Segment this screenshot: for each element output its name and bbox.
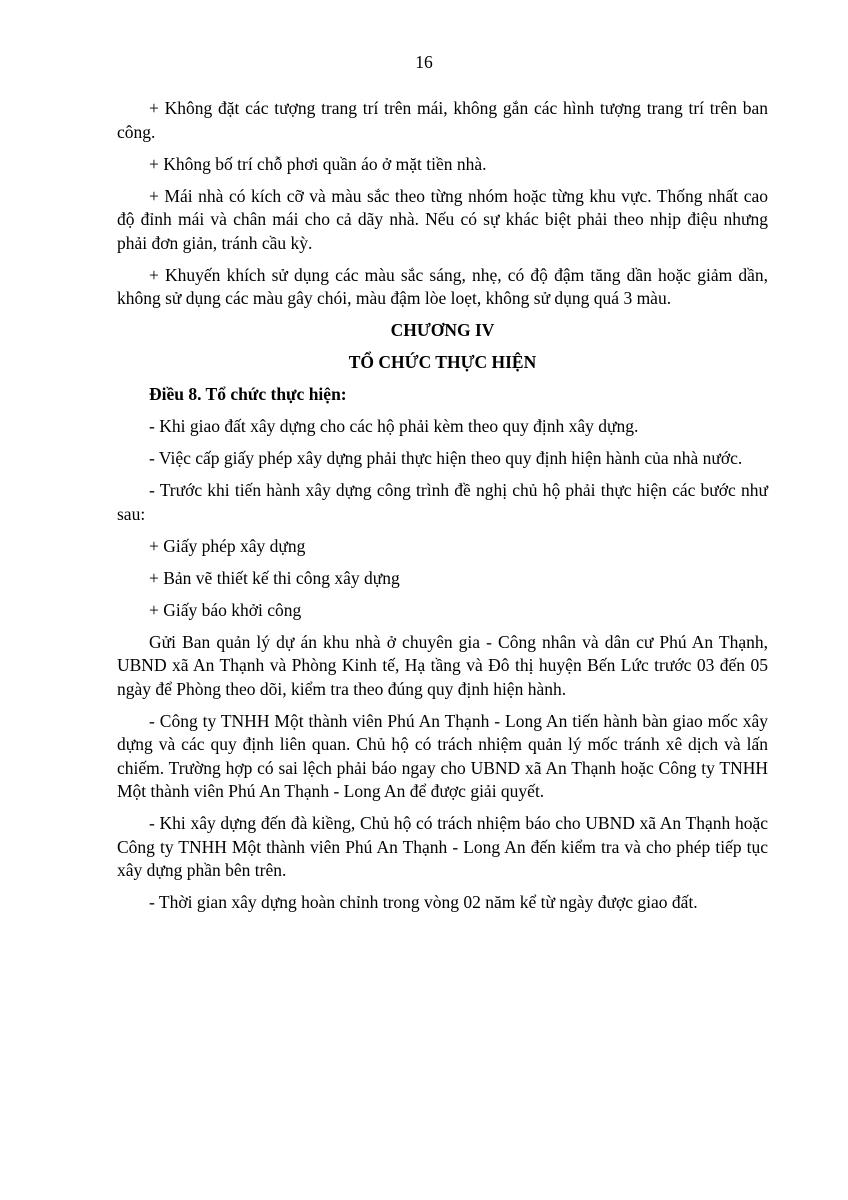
paragraph-completion-time: - Thời gian xây dựng hoàn chỉnh trong vòng 02 năm kể từ ngày được giao đất. [149, 892, 698, 912]
paragraph-roof-size-color: + Mái nhà có kích cỡ và màu sắc theo từng nhóm hoặc từng khu vực. Thống nhất cao độ đỉnh mái và chân mái cho cả dãy nhà. Nếu có sự khác biệt phải theo nhịp điệu nhưng phải đơn giản, tránh cầu kỳ. [117, 185, 768, 253]
list-item-design-drawing: + Bản vẽ thiết kế thi công xây dựng [149, 567, 400, 588]
paragraph-no-laundry-facade: + Không bố trí chỗ phơi quần áo ở mặt tiền nhà. [149, 153, 487, 174]
paragraph-foundation-report: - Khi xây dựng đến đà kiềng, Chủ hộ có trách nhiệm báo cho UBND xã An Thạnh hoặc Công ty TNHH Một thành viên Phú An Thạnh - Long An đến kiểm tra và cho phép tiếp tục xây dựng phần bên trên. [117, 813, 768, 880]
paragraph-land-allocation: - Khi giao đất xây dựng cho các hộ phải kèm theo quy định xây dựng. [149, 416, 639, 436]
paragraph-before-construction: - Trước khi tiến hành xây dựng công trình đề nghị chủ hộ phải thực hiện các bước như sau: [117, 480, 768, 524]
list-item-start-notice: + Giấy báo khởi công [149, 599, 302, 620]
document-body [117, 97, 768, 923]
list-item-building-permit: + Giấy phép xây dựng [149, 535, 306, 556]
paragraph-handover-markers: - Công ty TNHH Một thành viên Phú An Thạnh - Long An tiến hành bàn giao mốc xây dựng và các quy định liên quan. Chủ hộ có trách nhiệm quản lý mốc tránh xê dịch và lấn chiếm. Trường hợp có sai lệch phải báo ngay cho UBND xã An Thạnh hoặc Công ty TNHH Một thành viên Phú An Thạnh - Long An để được giải quyết. [117, 710, 768, 801]
chapter-number: CHƯƠNG IV [390, 320, 495, 340]
page-number: 16 [415, 52, 433, 72]
paragraph-color-guidance: + Khuyến khích sử dụng các màu sắc sáng, nhẹ, có độ đậm tăng dần hoặc giảm dần, không sử dụng các màu gây chói, màu đậm lòe loẹt, không sử dụng quá 3 màu. [117, 264, 768, 308]
paragraph-submit-to-board: Gửi Ban quản lý dự án khu nhà ở chuyên gia - Công nhân và dân cư Phú An Thạnh, UBND xã An Thạnh và Phòng Kinh tế, Hạ tầng và Đô thị huyện Bến Lức trước 03 đến 05 ngày để Phòng theo dõi, kiểm tra theo đúng quy định hiện hành. [117, 631, 768, 699]
chapter-title: TỔ CHỨC THỰC HIỆN [348, 352, 537, 372]
article-title: Điều 8. Tổ chức thực hiện: [149, 384, 347, 404]
paragraph-building-permit: - Việc cấp giấy phép xây dựng phải thực hiện theo quy định hiện hành của nhà nước. [149, 448, 743, 468]
paragraph-no-roof-statues: + Không đặt các tượng trang trí trên mái, không gắn các hình tượng trang trí trên ban công. [117, 98, 768, 142]
